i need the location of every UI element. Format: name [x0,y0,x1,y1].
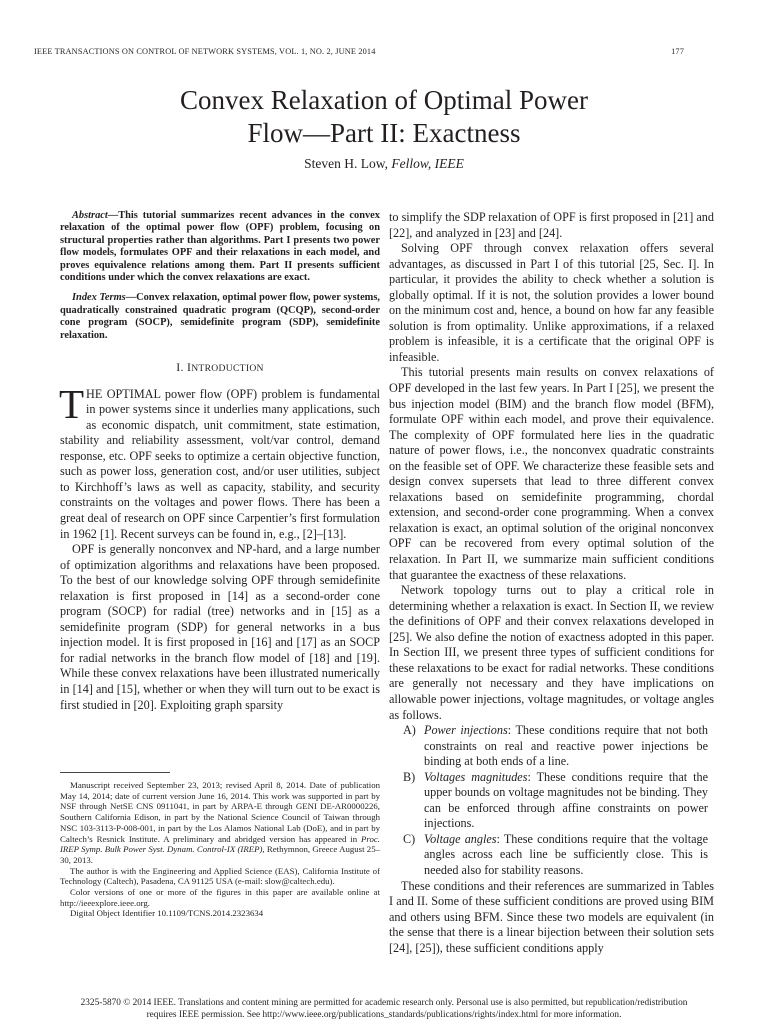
journal-name: IEEE TRANSACTIONS ON CONTROL OF NETWORK SYSTEMS, VOL. 1, NO. 2, JUNE 2014 [34,47,376,56]
condition-item-power-injections [389,723,714,770]
condition-text: : These conditions require that not both constraints on real and reactive power injections be binding at both ends of a line. [424,723,708,769]
footnote-author: The author is with the Engineering and Applied Science (EAS), California Institute of Technology (Caltech), Pasadena, CA 91125 USA (e-mail: slow@caltech.edu). [60,865,380,887]
condition-label: B) [403,769,416,784]
section-heading-introduction [60,360,380,377]
intro-paragraph-1 [59,380,380,542]
footnote-doi: Digital Object Identifier 10.1109/TCNS.2014.2323634 [70,908,264,919]
intro-paragraph-1-text: HE OPTIMAL power flow (OPF) problem is fundamental in power systems since it underlies many applications, such as economic dispatch, unit commitment, state estimation, stability and reliability assessment, volt/var control, demand response, etc. OPF seeks to optimize a certain objective function, such as power loss, generation cost, and/or user utilities, subject to Kirchhoff’s laws as well as capacity, stability, and security constraints on the voltages and power flows. There has been a great deal of research on OPF since Carpentier’s first formulation in 1962 [1]. Recent surveys can be found in, e.g., [2]–[13]. [60,386,380,541]
copyright-line-1: 2325-5870 © 2014 IEEE. Translations and content mining are permitted for academic research only. Personal use is also permitted, but republication/redistribution [80,998,688,1008]
footnote-manuscript [60,780,380,866]
condition-text: : These conditions require that the upper bounds on voltage magnitudes not be binding. They can be enforced through affine constraints on power injections. [424,769,708,831]
title-line-1: Convex Relaxation of Optimal Power [180,85,588,115]
condition-text: : These conditions require that the voltage angles across each line be sufficiently close. This is needed also for stability reasons. [424,831,709,877]
page-number: 177 [671,47,684,56]
right-paragraph-5: These conditions and their references are summarized in Tables I and II. Some of these sufficient conditions are proved using BIM and others using BFM. Since these two models are equivalent (in the sense that there is a linear bijection between their solution sets [24], [25]), these sufficient conditions apply [389,878,714,955]
abstract-label: Abstract [72,210,108,221]
condition-item-voltage-magnitudes [389,770,714,832]
running-header [34,47,684,56]
index-terms [60,292,380,342]
intro-paragraph-2: OPF is generally nonconvex and NP-hard, and a large number of optimization algorithms and relaxations have been proposed. To the best of our knowledge solving OPF through semidefinite relaxation is first proposed in [14] as a second-order cone program (SOCP) for radial (tree) networks and in [15] as a semidefinite program (SDP) for general networks in a bus injection model. It is first proposed in [16] and [17] as an SOCP for radial networks in the branch flow model of [18] and [19]. While these convex relaxations have been illustrated numerically in [14] and [15], whether or when they will turn out to be exact is first studied in [20]. Exploiting graph sparsity [60,542,380,712]
right-paragraph-2: Solving OPF through convex relaxation offers several advantages, as discussed in Part I of this tutorial [25, Sec. I]. In particular, it provides the ability to check whether a solution is globally optimal. If it is not, the solution provides a lower bound on the minimum cost and, hence, a bound on how far any feasible solution is from optimality. Unlike approximations, if a relaxed problem is infeasible, it is a certificate that the original OPF is infeasible. [389,241,714,364]
author-line [0,156,768,172]
right-column [389,210,714,956]
left-column [60,210,380,713]
paper-title [0,84,768,150]
condition-term: Power injections [424,723,508,738]
condition-label: C) [403,831,416,846]
condition-item-voltage-angles [389,832,714,879]
section-number: I. [176,360,187,375]
section-first-letter: I [186,360,192,375]
copyright-notice [30,997,738,1021]
footnote-proceedings: Proc. IREP Symp. Bulk Power Syst. Dynam. Control-IX (IREP) [60,833,380,855]
footnote-manuscript-end: , Rethymnon, Greece August 25–30, 2013. [60,844,380,865]
footnotes [60,780,380,919]
footnote-color: Color versions of one or more of the figures in this paper are available online at http://ieeexplore.ieee.org. [60,887,380,908]
footnote-divider [60,772,170,773]
title-line-2: Flow—Part II: Exactness [247,118,521,148]
section-title-rest: NTRODUCTION [191,363,264,375]
index-terms-text: —Convex relaxation, optimal power flow, power systems, quadratically constrained quadratic program (QCQP), second-order cone program (SOCP), semidefinite program (SDP), semidefinite relaxation. [60,292,380,341]
author-name: Steven H. Low, [304,156,392,171]
author-affiliation: Fellow, IEEE [391,156,464,171]
condition-label: A) [403,723,416,738]
abstract [60,210,380,284]
copyright-line-2: requires IEEE permission. See http://www.ieee.org/publications_standards/publications/rights/index.html for more information. [146,1010,622,1020]
right-paragraph-1: to simplify the SDP relaxation of OPF is first proposed in [21] and [22], and analyzed in [23] and [24]. [389,210,714,240]
drop-cap: T [59,380,85,427]
footnote-manuscript-text: Manuscript received September 23, 2013; revised April 8, 2014. Date of publication May 14, 2014; date of current version June 16, 2014. This work was supported in part by NSF through NetSE CNS 0911041, in part by ARPA-E through GENI DE-AR0000226, Southern California Edison, in part by the National Science Council of Taiwan through NSC 103-3113-P-008-001, in part by the Los Alamos National Lab (DoE), and in part by Caltech’s Resnick Institute. A preliminary and abridged version has appeared in [60,780,380,844]
right-paragraph-4: Network topology turns out to play a critical role in determining whether a relaxation is exact. In Section II, we review the definitions of OPF and their convex relaxations developed in [25]. We also define the notion of exactness adopted in this paper. In Section III, we present three types of sufficient conditions for these relaxations to be exact for radial networks. These conditions are generally not necessary and they have implications on allowable power injections, voltage magnitudes, or voltage angles as follows. [389,583,714,722]
index-terms-label: Index Terms [72,292,126,304]
abstract-text: —This tutorial summarizes recent advances in the convex relaxation of the optimal power flow (OPF) problem, focusing on structural properties rather than algorithms. Part I presents two power flow models, formulates OPF and their relaxations in each model, and proves equivalence relations among them. Part II presents sufficient conditions under which the convex relaxations are exact. [60,210,380,284]
condition-term: Voltages magnitudes [424,769,528,784]
conditions-list [389,723,714,878]
condition-term: Voltage angles [424,831,497,846]
right-paragraph-3: This tutorial presents main results on convex relaxations of OPF developed in the last few years. In Part I [25], we present the bus injection model (BIM) and the branch flow model (BFM), formulate OPF within each model, and prove their equivalence. The complexity of OPF formulated here lies in the quadratic nature of power flows, i.e., the nonconvex quadratic constraints on the feasible set of OPF. We characterize these feasible sets and design convex supersets that lead to three different convex relaxations based on semidefinite programming, chordal extension, and second-order cone programming. When a convex relaxation is exact, an optimal solution of the original nonconvex OPF can be recovered from every optimal solution of the relaxation. In Part II, we summarize main sufficient conditions that guarantee the exactness of these relaxations. [389,365,714,582]
